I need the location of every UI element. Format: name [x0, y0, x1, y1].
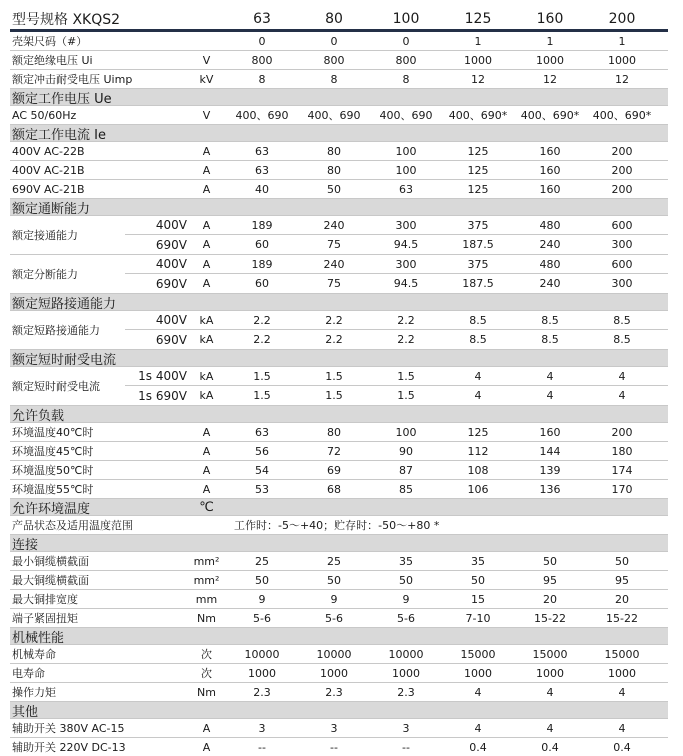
table-row: [10, 738, 668, 756]
cell-value: 8.5: [469, 313, 487, 327]
cell-value: 1: [546, 34, 554, 48]
cell-value: 12: [615, 72, 629, 86]
cell-value: 400、690: [379, 109, 433, 122]
cell-value: 1000: [320, 666, 348, 680]
table-body: [10, 32, 668, 756]
table-row: [10, 442, 668, 461]
cell-value: 187.5: [462, 277, 494, 290]
cell-value: 200: [611, 163, 633, 177]
group-label: 额定短路接通能力: [12, 324, 100, 337]
cell-value: 50: [543, 554, 557, 568]
section-title: 额定工作电流 Ie: [12, 127, 106, 143]
cell-value: 1.5: [253, 389, 271, 402]
table-row: [125, 386, 668, 405]
section-title: 允许负载: [12, 408, 65, 424]
cell-value: 80: [327, 163, 341, 177]
section-header: [10, 125, 668, 142]
cell-value: 375: [467, 218, 489, 232]
cell-value: 100: [395, 425, 417, 439]
cell-value: 8: [258, 72, 266, 86]
cell-value: 160: [539, 425, 561, 439]
row-unit: kA: [199, 333, 214, 346]
cell-value: 8.5: [469, 333, 487, 346]
table-row: [10, 571, 668, 590]
cell-value: 4: [474, 389, 482, 402]
model-value: 63: [253, 10, 271, 27]
cell-value: 75: [327, 277, 341, 290]
cell-value: 5-6: [325, 611, 343, 625]
cell-value: 0.4: [613, 740, 631, 754]
cell-value: 15000: [460, 647, 496, 661]
cell-value: 50: [327, 182, 341, 196]
cell-value: 800: [251, 53, 273, 67]
cell-value: 240: [323, 218, 345, 232]
row-unit: A: [202, 425, 211, 439]
cell-value: 1.5: [325, 389, 343, 402]
cell-value: 68: [327, 482, 341, 496]
cell-value: 174: [611, 463, 633, 477]
section-header: [10, 628, 668, 645]
cell-value: 300: [611, 238, 633, 251]
cell-value: 0.4: [469, 740, 487, 754]
row-group: [10, 216, 668, 255]
cell-value: 4: [546, 685, 554, 699]
row-label: 操作力矩: [12, 686, 56, 699]
cell-value: 56: [255, 444, 269, 458]
section-header: [10, 294, 668, 311]
table-row: [10, 180, 668, 199]
sub-label: 1s 690V: [138, 388, 187, 403]
cell-value: 125: [467, 163, 489, 177]
row-label: 辅助开关 380V AC-15: [12, 722, 125, 735]
cell-value: --: [258, 740, 266, 754]
table-row: [10, 461, 668, 480]
cell-value: 2.2: [397, 313, 415, 327]
table-header-row: [10, 8, 668, 32]
cell-value: 95: [543, 573, 557, 587]
table-row: [10, 609, 668, 628]
cell-value: 144: [539, 444, 561, 458]
cell-value: 3: [330, 721, 338, 735]
section-header: [10, 406, 668, 423]
cell-value: 240: [539, 238, 561, 251]
cell-value: --: [330, 740, 338, 754]
cell-value: 35: [471, 554, 485, 568]
group-label: 额定分断能力: [12, 268, 78, 281]
cell-value: 9: [258, 592, 266, 606]
cell-value: 12: [471, 72, 485, 86]
cell-value: 8.5: [613, 313, 631, 327]
row-unit: kA: [199, 389, 214, 402]
row-label: 电寿命: [12, 667, 45, 680]
cell-value: 400、690: [307, 109, 361, 122]
cell-value: 69: [327, 463, 341, 477]
temperature-range: 工作时：-5～+40；贮存时：-50～+80 *: [234, 519, 440, 532]
section-title: 额定短时耐受电流: [12, 352, 117, 368]
section-title: 额定短路接通能力: [12, 296, 117, 312]
row-unit: mm²: [193, 554, 220, 568]
row-unit: A: [202, 163, 211, 177]
cell-value: 480: [539, 257, 561, 271]
cell-value: 50: [327, 573, 341, 587]
row-label: 壳架尺码（#）: [12, 35, 88, 48]
cell-value: 0: [330, 34, 338, 48]
row-unit: A: [202, 740, 211, 754]
cell-value: 63: [255, 163, 269, 177]
row-label: 环境温度55℃时: [12, 483, 94, 496]
cell-value: 170: [611, 482, 633, 496]
cell-value: 60: [255, 238, 269, 251]
row-unit: Nm: [197, 611, 216, 625]
cell-value: 15-22: [606, 611, 638, 625]
row-unit: 次: [201, 648, 212, 661]
table-row: [10, 590, 668, 609]
table-row: [10, 480, 668, 499]
row-label: 400V AC-21B: [12, 163, 85, 177]
cell-value: 40: [255, 182, 269, 196]
table-row: [10, 423, 668, 442]
cell-value: 7-10: [465, 611, 491, 625]
cell-value: 63: [399, 182, 413, 196]
cell-value: 25: [255, 554, 269, 568]
section-header: [10, 535, 668, 552]
cell-value: 1.5: [325, 369, 343, 383]
row-unit: A: [202, 257, 211, 271]
table-row: [125, 255, 668, 274]
section-title: 额定通断能力: [12, 201, 91, 217]
group-label: 额定短时耐受电流: [12, 380, 100, 393]
cell-value: 1000: [536, 666, 564, 680]
table-row: [125, 235, 668, 254]
cell-value: 400、690: [235, 109, 289, 122]
cell-value: 1.5: [397, 369, 415, 383]
cell-value: 1.5: [253, 369, 271, 383]
cell-value: 4: [474, 685, 482, 699]
model-value: 100: [392, 10, 420, 27]
cell-value: 1000: [608, 53, 636, 67]
row-group: [10, 367, 668, 406]
cell-value: 2.2: [253, 333, 271, 346]
row-label: 产品状态及适用温度范围: [12, 519, 133, 532]
section-title: 其他: [12, 704, 39, 720]
row-label: 最大铜缆横截面: [12, 574, 89, 587]
table-row: [10, 32, 668, 51]
cell-value: 240: [323, 257, 345, 271]
cell-value: 9: [330, 592, 338, 606]
group-subrows: [125, 216, 668, 254]
cell-value: 125: [467, 144, 489, 158]
cell-value: 5-6: [253, 611, 271, 625]
row-group: [10, 311, 668, 350]
sub-label: 400V: [155, 313, 187, 327]
model-value: 80: [325, 10, 343, 27]
cell-value: 4: [618, 369, 626, 383]
cell-value: 20: [615, 592, 629, 606]
row-label: 400V AC-22B: [12, 144, 85, 158]
cell-value: 800: [323, 53, 345, 67]
spec-table: [10, 8, 668, 756]
cell-value: 600: [611, 218, 633, 232]
cell-value: 94.5: [393, 238, 419, 251]
model-label: 型号规格 XKQS2: [12, 11, 121, 28]
row-unit: A: [202, 277, 211, 290]
model-value: 125: [464, 10, 492, 27]
table-row: [125, 330, 668, 349]
cell-value: 15000: [532, 647, 568, 661]
cell-value: 600: [611, 257, 633, 271]
cell-value: 8: [402, 72, 410, 86]
cell-value: 1: [618, 34, 626, 48]
cell-value: 9: [402, 592, 410, 606]
cell-value: 8: [330, 72, 338, 86]
group-label: 额定接通能力: [12, 229, 78, 242]
row-unit: kV: [199, 72, 214, 86]
cell-value: 10000: [244, 647, 280, 661]
cell-value: --: [402, 740, 410, 754]
section-title: 连接: [12, 537, 39, 553]
row-unit: V: [202, 53, 211, 67]
cell-value: 2.2: [325, 313, 343, 327]
cell-value: 50: [471, 573, 485, 587]
cell-value: 0: [402, 34, 410, 48]
row-unit: kA: [199, 313, 214, 327]
sub-label: 690V: [155, 276, 187, 291]
cell-value: 2.3: [253, 685, 271, 699]
table-row: [125, 367, 668, 386]
cell-value: 400、690*: [592, 109, 652, 122]
cell-value: 5-6: [397, 611, 415, 625]
cell-value: 63: [255, 144, 269, 158]
row-unit: V: [202, 108, 211, 122]
cell-value: 50: [255, 573, 269, 587]
sub-label: 400V: [155, 257, 187, 271]
cell-value: 160: [539, 163, 561, 177]
cell-value: 2.2: [253, 313, 271, 327]
row-unit: A: [202, 444, 211, 458]
cell-value: 50: [615, 554, 629, 568]
table-row: [125, 216, 668, 235]
cell-value: 63: [255, 425, 269, 439]
cell-value: 10000: [388, 647, 424, 661]
cell-value: 375: [467, 257, 489, 271]
row-unit: A: [202, 238, 211, 251]
cell-value: 112: [467, 444, 489, 458]
cell-value: 4: [618, 721, 626, 735]
table-row: [125, 274, 668, 293]
cell-value: 85: [399, 482, 413, 496]
cell-value: 90: [399, 444, 413, 458]
row-label: 机械寿命: [12, 648, 56, 661]
cell-value: 15000: [604, 647, 640, 661]
row-unit: mm: [195, 592, 218, 606]
section-header: [10, 499, 668, 516]
row-label: 环境温度40℃时: [12, 426, 94, 439]
cell-value: 72: [327, 444, 341, 458]
cell-value: 4: [546, 721, 554, 735]
row-label: 辅助开关 220V DC-13: [12, 741, 126, 754]
cell-value: 2.3: [397, 685, 415, 699]
row-unit: A: [202, 721, 211, 735]
cell-value: 4: [546, 369, 554, 383]
row-label: 最大铜排宽度: [12, 593, 78, 606]
cell-value: 4: [474, 369, 482, 383]
section-title: 额定工作电压 Ue: [12, 91, 112, 107]
cell-value: 1000: [464, 53, 492, 67]
cell-value: 160: [539, 144, 561, 158]
cell-value: 1000: [464, 666, 492, 680]
cell-value: 4: [546, 389, 554, 402]
sub-label: 1s 400V: [138, 369, 187, 383]
cell-value: 4: [474, 721, 482, 735]
cell-value: 480: [539, 218, 561, 232]
cell-value: 53: [255, 482, 269, 496]
cell-value: 3: [258, 721, 266, 735]
section-title: 机械性能: [12, 630, 65, 646]
cell-value: 100: [395, 163, 417, 177]
row-label: 690V AC-21B: [12, 182, 85, 196]
cell-value: 2.2: [325, 333, 343, 346]
row-label: 端子紧固扭矩: [12, 612, 78, 625]
cell-value: 8.5: [541, 313, 559, 327]
sub-label: 690V: [155, 237, 187, 252]
table-row: [10, 645, 668, 664]
cell-value: 15-22: [534, 611, 566, 625]
row-unit: A: [202, 482, 211, 496]
cell-value: 75: [327, 238, 341, 251]
cell-value: 189: [251, 218, 273, 232]
row-unit: A: [202, 218, 211, 232]
cell-value: 200: [611, 425, 633, 439]
cell-value: 106: [467, 482, 489, 496]
model-value: 200: [608, 10, 636, 27]
section-header: [10, 199, 668, 216]
cell-value: 80: [327, 144, 341, 158]
cell-value: 125: [467, 425, 489, 439]
section-header: [10, 702, 668, 719]
model-value: 160: [536, 10, 564, 27]
table-row: [10, 142, 668, 161]
row-unit: 次: [201, 667, 212, 680]
cell-value: 800: [395, 53, 417, 67]
cell-value: 54: [255, 463, 269, 477]
cell-value: 87: [399, 463, 413, 477]
cell-value: 300: [611, 277, 633, 290]
row-unit: Nm: [197, 685, 216, 699]
cell-value: 94.5: [393, 277, 419, 290]
cell-value: 400、690*: [448, 109, 508, 122]
cell-value: 15: [471, 592, 485, 606]
cell-value: 1.5: [397, 389, 415, 402]
table-row: [125, 311, 668, 330]
section-header: [10, 350, 668, 367]
cell-value: 0.4: [541, 740, 559, 754]
row-unit: mm²: [193, 573, 220, 587]
table-row: [10, 683, 668, 702]
section-title: 允许环境温度: [12, 501, 91, 517]
cell-value: 136: [539, 482, 561, 496]
cell-value: 4: [618, 389, 626, 402]
row-unit: A: [202, 144, 211, 158]
cell-value: 8.5: [541, 333, 559, 346]
cell-value: 60: [255, 277, 269, 290]
sub-label: 690V: [155, 332, 187, 347]
table-row: [10, 719, 668, 738]
cell-value: 189: [251, 257, 273, 271]
cell-value: 95: [615, 573, 629, 587]
cell-value: 187.5: [462, 238, 494, 251]
table-row: [10, 664, 668, 683]
cell-value: 1000: [608, 666, 636, 680]
row-unit: A: [202, 182, 211, 196]
cell-value: 200: [611, 144, 633, 158]
table-row: [10, 70, 668, 89]
row-group: [10, 255, 668, 294]
cell-value: 4: [618, 685, 626, 699]
group-subrows: [125, 367, 668, 405]
row-label: 额定冲击耐受电压 Uimp: [12, 73, 133, 86]
cell-value: 240: [539, 277, 561, 290]
cell-value: 1: [474, 34, 482, 48]
group-subrows: [125, 311, 668, 349]
cell-value: 2.2: [397, 333, 415, 346]
section-unit: ℃: [199, 499, 214, 515]
table-row: [10, 552, 668, 571]
sub-label: 400V: [155, 218, 187, 232]
table-row: [10, 516, 668, 535]
cell-value: 8.5: [613, 333, 631, 346]
cell-value: 1000: [248, 666, 276, 680]
section-header: [10, 89, 668, 106]
cell-value: 180: [611, 444, 633, 458]
cell-value: 200: [611, 182, 633, 196]
cell-value: 100: [395, 144, 417, 158]
cell-value: 12: [543, 72, 557, 86]
row-label: 环境温度45℃时: [12, 445, 94, 458]
cell-value: 1000: [536, 53, 564, 67]
cell-value: 139: [539, 463, 561, 477]
cell-value: 1000: [392, 666, 420, 680]
row-label: 环境温度50℃时: [12, 464, 94, 477]
table-row: [10, 51, 668, 70]
cell-value: 300: [395, 218, 417, 232]
cell-value: 400、690*: [520, 109, 580, 122]
cell-value: 160: [539, 182, 561, 196]
row-label: AC 50/60Hz: [12, 108, 77, 122]
group-subrows: [125, 255, 668, 293]
cell-value: 2.3: [325, 685, 343, 699]
cell-value: 0: [258, 34, 266, 48]
cell-value: 25: [327, 554, 341, 568]
cell-value: 108: [467, 463, 489, 477]
cell-value: 3: [402, 721, 410, 735]
table-row: [10, 106, 668, 125]
cell-value: 35: [399, 554, 413, 568]
cell-value: 50: [399, 573, 413, 587]
row-unit: A: [202, 463, 211, 477]
cell-value: 300: [395, 257, 417, 271]
cell-value: 125: [467, 182, 489, 196]
row-unit: kA: [199, 369, 214, 383]
row-label: 额定绝缘电压 Ui: [12, 54, 93, 67]
cell-value: 10000: [316, 647, 352, 661]
table-row: [10, 161, 668, 180]
row-label: 最小铜缆横截面: [12, 555, 89, 568]
cell-value: 20: [543, 592, 557, 606]
cell-value: 80: [327, 425, 341, 439]
